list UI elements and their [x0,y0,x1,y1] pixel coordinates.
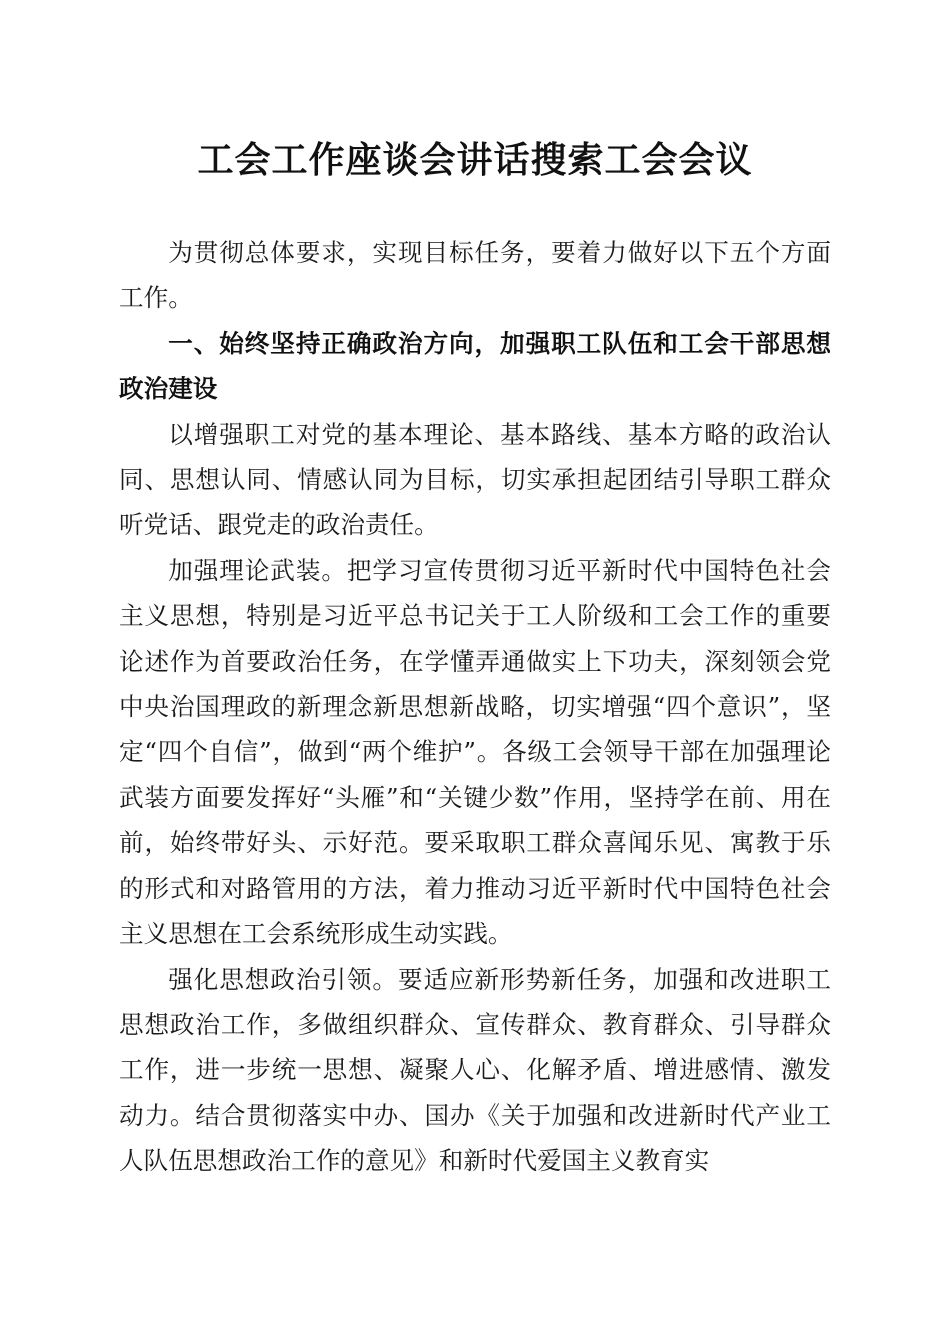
body-paragraph: 强化思想政治引领。要适应新形势新任务，加强和改进职工思想政治工作，多做组织群众、宣传群众、教育群众、引导群众工作，进一步统一思想、凝聚人心、化解矛盾、增进感情、激发动力。结合贯彻落实中办、国办《关于加强和改进新时代产业工人队伍思想政治工作的意见》和新时代爱国主义教育实 [119,964,831,1176]
body-paragraph: 加强理论武装。把学习宣传贯彻习近平新时代中国特色社会主义思想，特别是习近平总书记关于工人阶级和工会工作的重要论述作为首要政治任务，在学懂弄通做实上下功夫，深刻领会党中央治国理政的新理念新思想新战略，切实增强“四个意识”，坚定“四个自信”，做到“两个维护”。各级工会领导干部在加强理论武装方面要发挥好“头雁”和“关键少数”作用，坚持学在前、用在前，始终带好头、示好范。要采取职工群众喜闻乐见、寓教于乐的形式和对路管用的方法，着力推动习近平新时代中国特色社会主义思想在工会系统形成生动实践。 [119,555,831,949]
document-title: 工会工作座谈会讲话搜索工会会议 [197,139,753,181]
document-body [119,230,831,1184]
body-paragraph: 以增强职工对党的基本理论、基本路线、基本方略的政治认同、思想认同、情感认同为目标，切实承担起团结引导职工群众听党话、跟党走的政治责任。 [119,419,831,540]
section-heading-1: 一、始终坚持正确政治方向，加强职工队伍和工会干部思想政治建设 [119,328,831,404]
intro-paragraph: 为贯彻总体要求，实现目标任务，要着力做好以下五个方面工作。 [119,238,831,313]
